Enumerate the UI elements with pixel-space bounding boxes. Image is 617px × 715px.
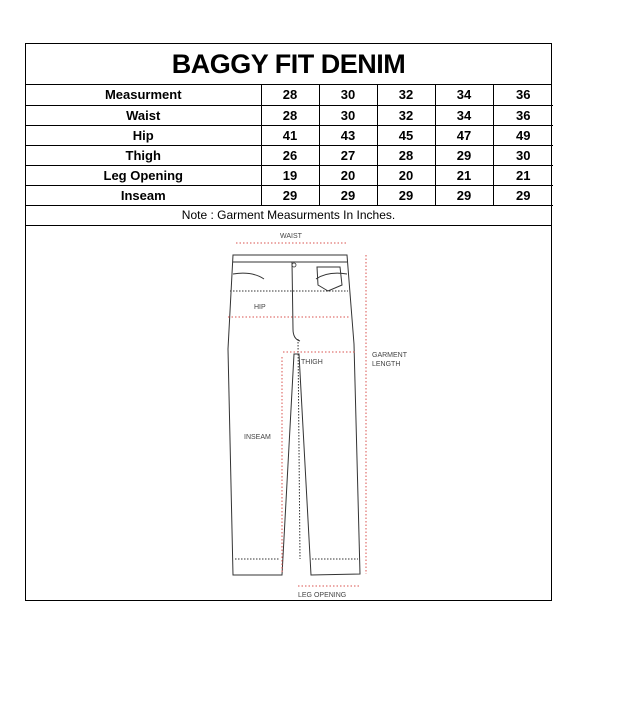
row-label: Waist [26,105,261,125]
inseam-label: INSEAM [244,434,271,441]
thigh-label: THIGH [301,359,323,366]
table-cell: 28 [261,105,319,125]
table-row [26,125,553,145]
table-cell: 29 [435,185,493,205]
table-row [26,165,553,185]
table-cell: 20 [377,165,435,185]
table-cell: 34 [435,105,493,125]
row-label: Hip [26,125,261,145]
table-cell: 29 [377,185,435,205]
table-cell: 28 [377,145,435,165]
table-cell: 21 [493,165,553,185]
garment-length-label: GARMENT [372,352,407,359]
table-cell: 32 [377,85,435,105]
table-cell: 29 [261,185,319,205]
table-cell: 30 [319,85,377,105]
row-label: Thigh [26,145,261,165]
table-cell: 21 [435,165,493,185]
size-chart [25,43,552,601]
jeans-outline [228,255,360,575]
table-cell: 28 [261,85,319,105]
table-row [26,105,553,125]
hip-label: HIP [254,304,266,311]
table-cell: 32 [377,105,435,125]
button-icon [292,263,296,267]
jeans-diagram [102,229,475,602]
garment-length-label-line2: LENGTH [372,361,401,368]
row-label: Measurment [26,85,261,105]
leg-opening-label: LEG OPENING [298,592,347,599]
table-cell: 26 [261,145,319,165]
table-cell: 47 [435,125,493,145]
row-label: Leg Opening [26,165,261,185]
table-cell: 41 [261,125,319,145]
dimension-lines [228,243,366,586]
measurement-note: Note : Garment Measurments In Inches. [26,206,551,226]
table-cell: 29 [493,185,553,205]
table-row [26,185,553,205]
row-label: Inseam [26,185,261,205]
table-cell: 36 [493,105,553,125]
table-row [26,85,553,105]
table-cell: 29 [319,185,377,205]
table-cell: 20 [319,165,377,185]
table-cell: 30 [319,105,377,125]
table-cell: 45 [377,125,435,145]
table-row [26,145,553,165]
table-cell: 27 [319,145,377,165]
table-cell: 19 [261,165,319,185]
table-cell: 36 [493,85,553,105]
table-cell: 29 [435,145,493,165]
size-table [26,85,553,206]
chart-title: BAGGY FIT DENIM [26,44,551,85]
table-cell: 49 [493,125,553,145]
waist-label: WAIST [280,233,302,240]
table-cell: 43 [319,125,377,145]
table-cell: 34 [435,85,493,105]
table-cell: 30 [493,145,553,165]
